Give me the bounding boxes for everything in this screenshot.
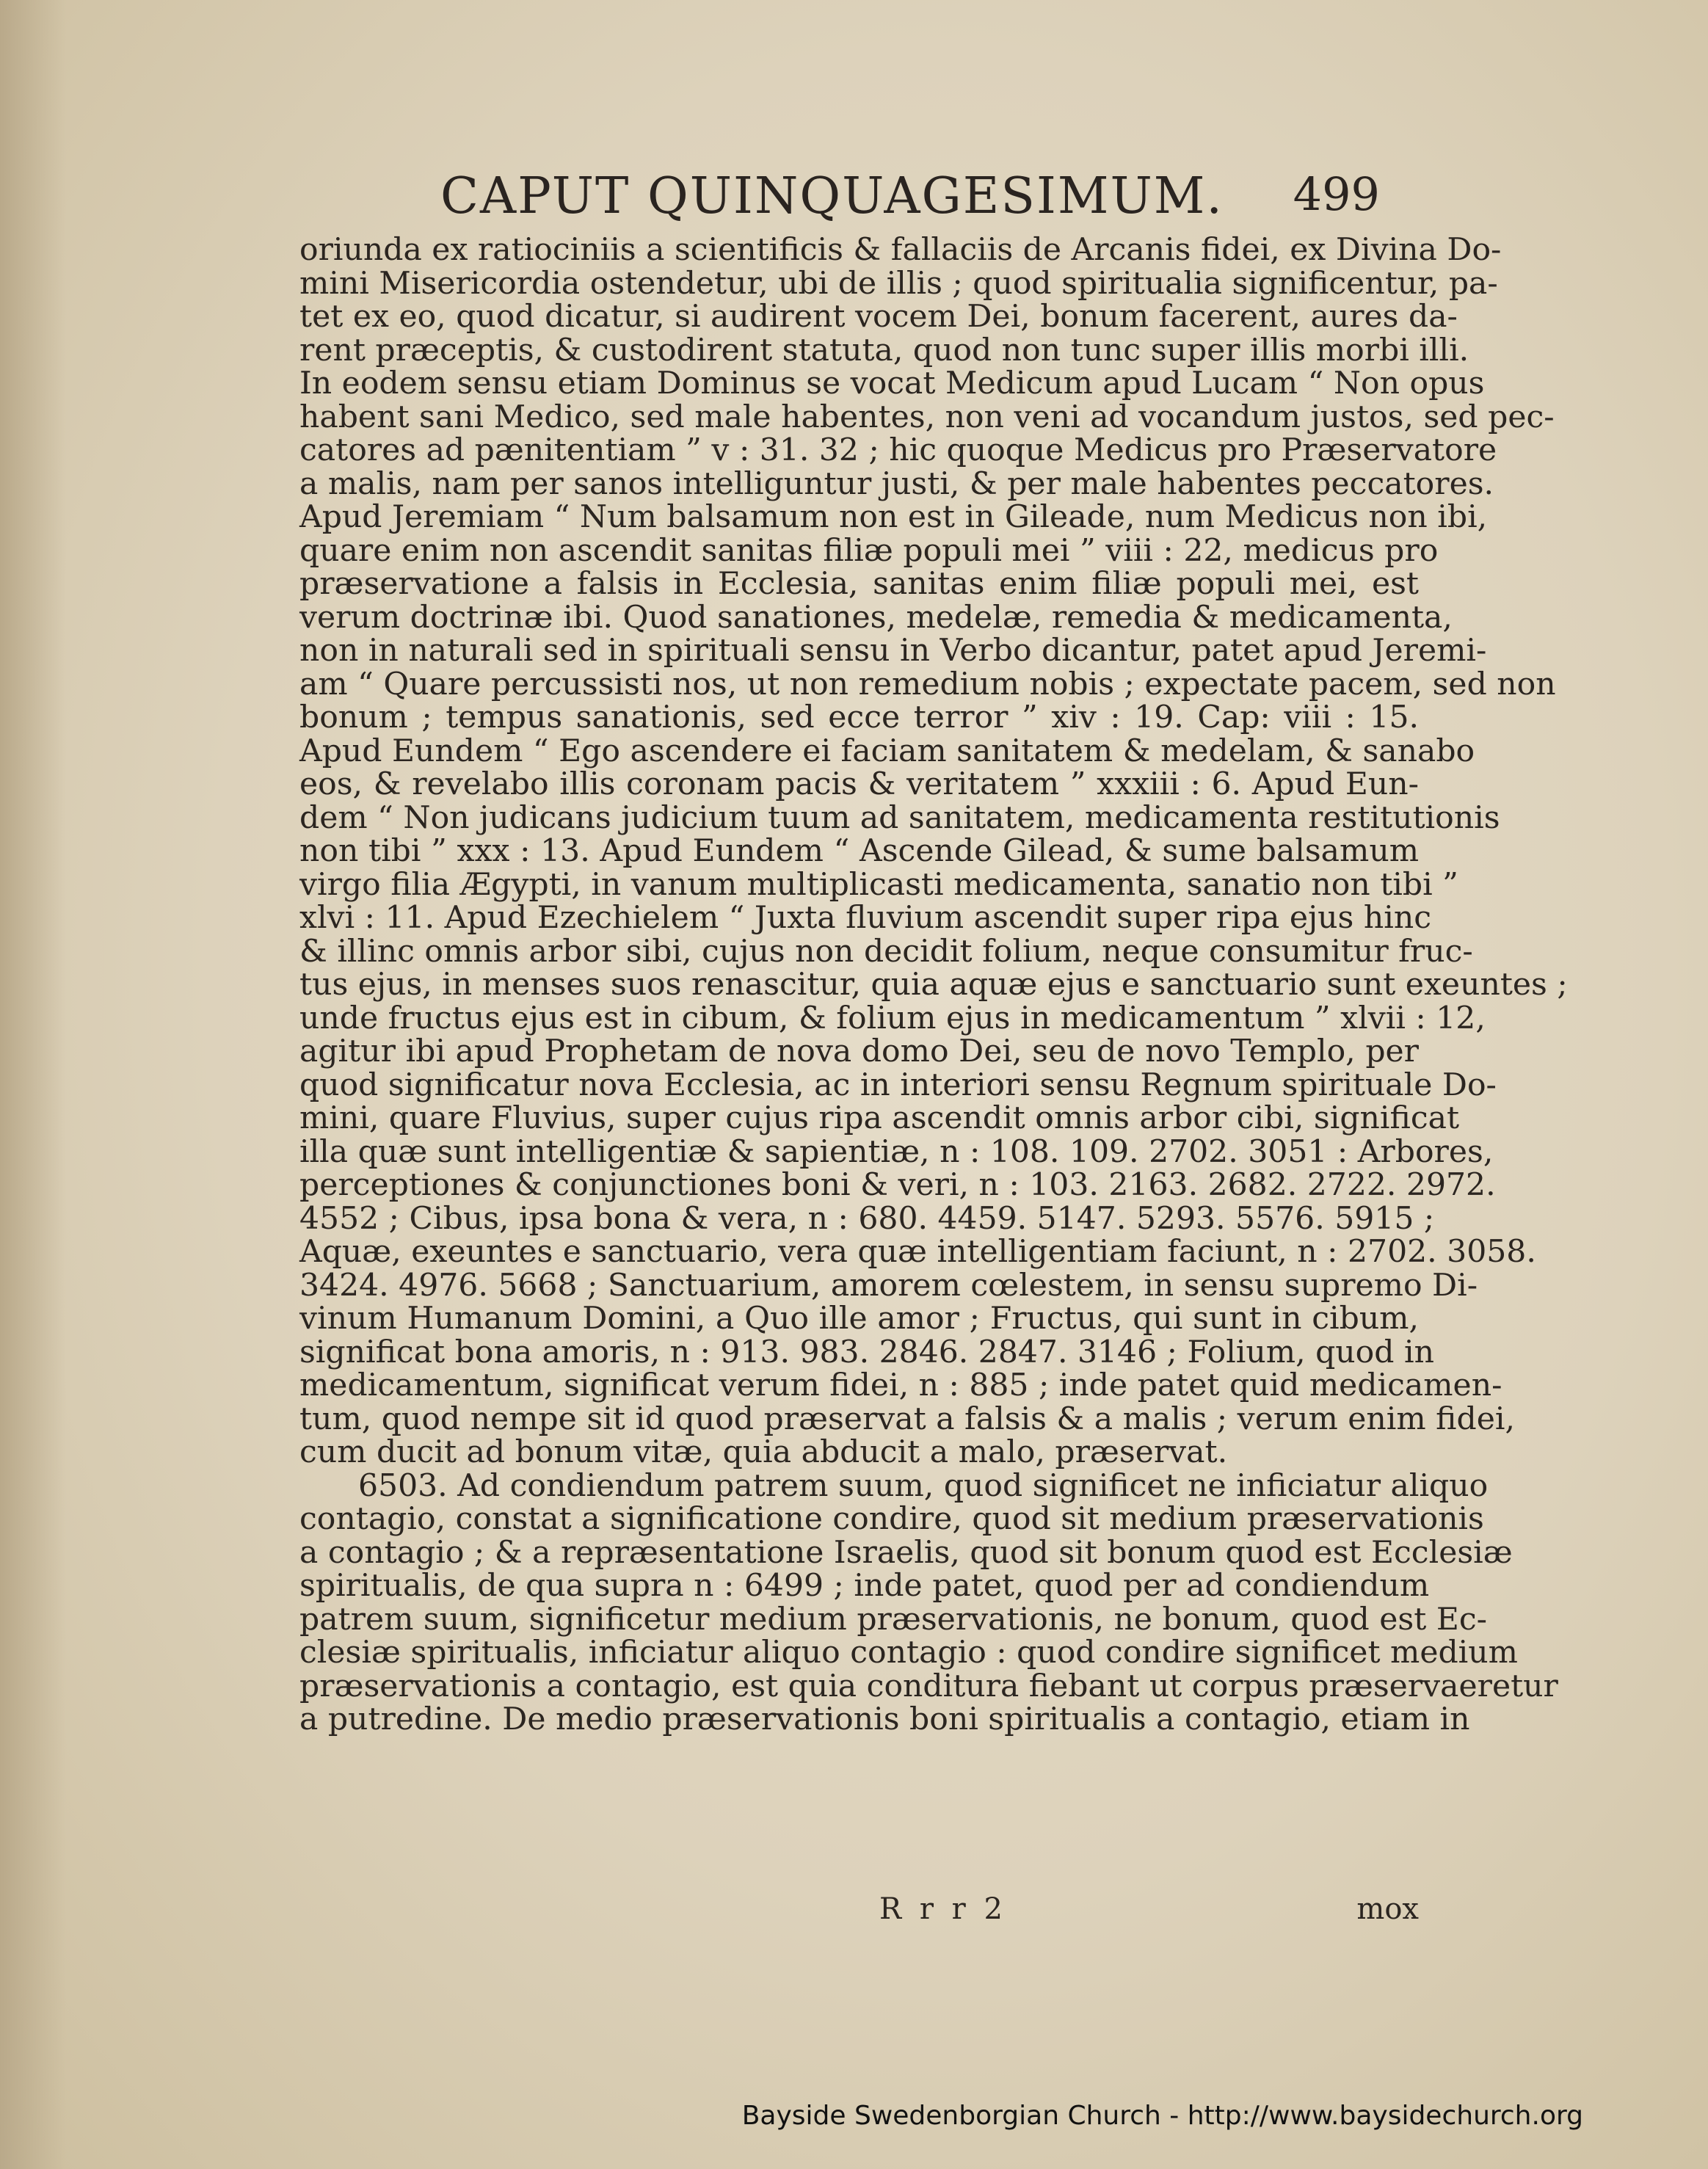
page-footer [299,1892,1419,1929]
text-line: bonum ; tempus sanationis, sed ecce terror ” xiv : 19. Cap: viii : 15. [299,700,1419,735]
text-line: rent præceptis, & custodirent statuta, quod non tunc super illis morbi illi. [299,332,1469,368]
text-line: a malis, nam per sanos intelliguntur justi, & per male habentes peccatores. [299,465,1494,502]
page-gutter-shadow [0,0,66,2169]
text-line: dem “ Non judicans judicium tuum ad sanitatem, medicamenta restitutionis [299,799,1500,836]
text-line: a putredine. De medio præservationis boni spiritualis a contagio, etiam in [299,1701,1470,1737]
text-line: illa quæ sunt intelligentiæ & sapientiæ, n : 108. 109. 2702. 3051 : Arbores, [299,1133,1494,1170]
text-line: 4552 ; Cibus, ipsa bona & vera, n : 680. 4459. 5147. 5293. 5576. 5915 ; [299,1200,1435,1237]
text-line: cum ducit ad bonum vitæ, quia abducit a malo, præservat. [299,1434,1228,1470]
text-line: verum doctrinæ ibi. Quod sanationes, medelæ, remedia & medicamenta, [299,599,1453,636]
text-line: spiritualis, de qua supra n : 6499 ; inde patet, quod per ad condiendum [299,1568,1430,1604]
text-line: præservatione a falsis in Ecclesia, sanitas enim filiæ populi mei, est [299,566,1419,602]
text-line: catores ad pænitentiam ” v : 31. 32 ; hic quoque Medicus pro Præservatore [299,432,1497,468]
running-header [440,167,1380,241]
text-line: & illinc omnis arbor sibi, cujus non decidit folium, neque consumitur fruc- [299,933,1473,970]
text-line: oriunda ex ratiociniis a scientificis & fallaciis de Arcanis fidei, ex Divina Do- [299,232,1502,268]
paragraph-start-line: 6503. Ad condiendum patrem suum, quod significet ne inficiatur aliquo [358,1467,1489,1504]
text-line: patrem suum, significetur medium præservationis, ne bonum, quod est Ec- [299,1601,1488,1638]
text-line: unde fructus ejus est in cibum, & folium ejus in medicamentum ” xlvii : 12, [299,1000,1486,1036]
text-line: vinum Humanum Domini, a Quo ille amor ; Fructus, qui sunt in cibum, [299,1301,1419,1337]
text-line: tet ex eo, quod dicatur, si audirent vocem Dei, bonum facerent, aures da- [299,299,1458,335]
text-line: agitur ibi apud Prophetam de nova domo Dei, seu de novo Templo, per [299,1033,1419,1069]
text-line: quod significatur nova Ecclesia, ac in interiori sensu Regnum spirituale Do- [299,1067,1497,1103]
text-line: In eodem sensu etiam Dominus se vocat Medicum apud Lucam “ Non opus [299,366,1485,402]
text-line: 3424. 4976. 5668 ; Sanctuarium, amorem cœlestem, in sensu supremo Di- [299,1267,1478,1304]
text-line: non tibi ” xxx : 13. Apud Eundem “ Ascende Gilead, & sume balsamum [299,833,1419,869]
text-line: Aquæ, exeuntes e sanctuario, vera quæ intelligentiam faciunt, n : 2702. 3058. [299,1234,1536,1270]
text-line: am “ Quare percussisti nos, ut non remedium nobis ; expectate pacem, sed non [299,666,1556,702]
source-watermark: Bayside Swedenborgian Church - http://www.baysidechurch.org [741,2101,1583,2131]
text-line: Apud Jeremiam “ Num balsamum non est in Gileade, num Medicus non ibi, [299,499,1488,535]
page-number: 499 [1293,167,1380,221]
text-line: præservationis a contagio, est quia conditura fiebant ut corpus præservaeretur [299,1668,1558,1704]
text-line: perceptiones & conjunctiones boni & veri, n : 103. 2163. 2682. 2722. 2972. [299,1167,1496,1203]
text-line: non in naturali sed in spirituali sensu in Verbo dicantur, patet apud Jeremi- [299,633,1487,669]
text-line: contagio, constat a significatione condire, quod sit medium præservationis [299,1501,1484,1537]
catchword: mox [1356,1892,1419,1926]
text-line: quare enim non ascendit sanitas filiæ populi mei ” viii : 22, medicus pro [299,532,1439,569]
text-line: significat bona amoris, n : 913. 983. 2846. 2847. 3146 ; Folium, quod in [299,1334,1434,1370]
text-line: clesiæ spiritualis, inficiatur aliquo contagio : quod condire significet medium [299,1635,1518,1671]
running-title: CAPUT QUINQUAGESIMUM. [440,167,1224,225]
text-line: eos, & revelabo illis coronam pacis & veritatem ” xxxiii : 6. Apud Eun- [299,766,1419,802]
text-line: virgo filia Ægypti, in vanum multiplicasti medicamenta, sanatio non tibi ” [299,866,1458,903]
text-line: tus ejus, in menses suos renascitur, quia aquæ ejus e sanctuario sunt exeuntes ; [299,967,1568,1003]
text-line: tum, quod nempe sit id quod præservat a falsis & a malis ; verum enim fidei, [299,1400,1515,1437]
text-line: Apud Eundem “ Ego ascendere ei faciam sanitatem & medelam, & sanabo [299,733,1475,769]
signature-mark: R r r 2 [879,1892,1007,1926]
text-line: xlvi : 11. Apud Ezechielem “ Juxta fluvium ascendit super ripa ejus hinc [299,900,1432,936]
text-line: mini, quare Fluvius, super cujus ripa ascendit omnis arbor cibi, significat [299,1100,1460,1136]
text-line: mini Misericordia ostendetur, ubi de illis ; quod spiritualia significentur, pa- [299,265,1498,302]
text-line: a contagio ; & a repræsentatione Israelis, quod sit bonum quod est Ecclesiæ [299,1534,1513,1571]
text-line: habent sani Medico, sed male habentes, non veni ad vocandum justos, sed pec- [299,399,1555,435]
text-line: medicamentum, significat verum fidei, n : 885 ; inde patet quid medicamen- [299,1367,1502,1403]
body-text [299,232,1568,1737]
